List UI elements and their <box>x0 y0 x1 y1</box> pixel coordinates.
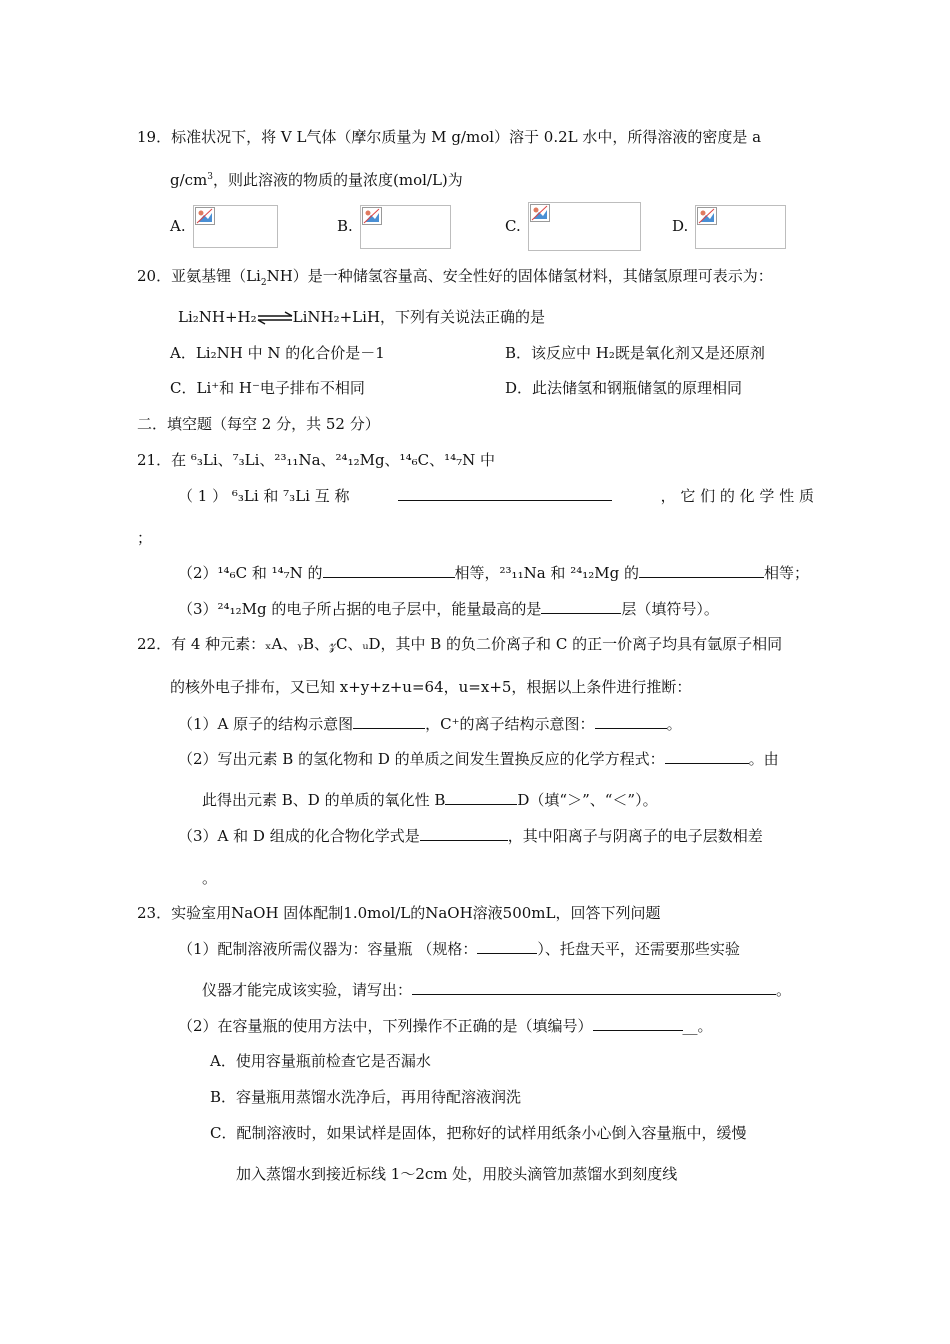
q22-p3-end: 。 <box>202 869 218 887</box>
q22-p2-cont-tail: D（填“＞”、“＜”）。 <box>517 791 658 809</box>
q22-line1: 22．有 4 种元素：ₓA、ᵧB、𝓏C、ᵤD，其中 B 的负二价离子和 C 的正一价离子均具有氩原子相同 <box>137 635 783 653</box>
q23-p1-cont-tail: 。 <box>776 981 792 999</box>
q23-p1-text: （1）配制溶液所需仪器为：容量瓶 （规格： <box>178 940 478 958</box>
q19-option-a-formula-image <box>193 205 278 248</box>
q21-p1-text: （ 1 ） ⁶₃Li 和 ⁷₃Li 互 称 <box>178 487 350 505</box>
q23-p2-text: （2）在容量瓶的使用方法中，下列操作不正确的是（填编号） <box>178 1017 593 1035</box>
q22-part2 <box>178 749 779 769</box>
q21-p2-tail: 相等； <box>763 564 809 582</box>
q22-p1-blank-2 <box>595 714 667 729</box>
broken-image-icon <box>530 204 550 222</box>
q23-p2-tail: __。 <box>682 1017 713 1035</box>
broken-image-icon <box>362 207 382 225</box>
q19-option-b-formula-image <box>360 205 451 249</box>
q23-part2 <box>178 1016 713 1036</box>
q21-p2-blank-2 <box>639 563 764 578</box>
q21-part3 <box>178 599 719 619</box>
q21-head: 21．在 ⁶₃Li、⁷₃Li、²³₁₁Na、²⁴₁₂Mg、¹⁴₆C、¹⁴₇N 中 <box>137 451 496 469</box>
q23-option-a: A．使用容量瓶前检查它是否漏水 <box>210 1052 431 1070</box>
q23-line1: 23．实验室用NaOH 固体配制1.0mol/L的NaOH溶液500mL，回答下列问题 <box>137 904 661 922</box>
q22-p3-text: （3）A 和 D 组成的化合物化学式是 <box>178 827 420 845</box>
q22-p3-tail: ，其中阳离子与阴离子的电子层数相差 <box>507 827 763 845</box>
q23-part1 <box>178 939 740 959</box>
q23-p2-blank <box>593 1016 683 1031</box>
q22-part1 <box>178 714 682 734</box>
q19-line1: 19．标准状况下，将 V L气体（摩尔质量为 M g/mol）溶于 0.2L 水中，所得溶液的密度是 a <box>137 128 762 146</box>
q20-line1 <box>137 266 773 286</box>
q19-option-c-formula-image <box>528 202 641 251</box>
q20-option-d: D．此法储氢和钢瓶储氢的原理相同 <box>505 379 743 397</box>
q22-p2-blank-1 <box>665 749 749 764</box>
section-2-heading: 二．填空题（每空 2 分，共 52 分） <box>137 415 380 433</box>
q23-option-c-line2: 加入蒸馏水到接近标线 1～2cm 处，用胶头滴管加蒸馏水到刻度线 <box>236 1165 678 1183</box>
broken-image-icon <box>195 207 215 225</box>
q21-p3-tail: 层（填符号）。 <box>621 600 719 618</box>
q22-p3-blank <box>420 826 508 841</box>
q19-line2-text: g/cm <box>170 171 208 189</box>
q19-option-d-label: D. <box>672 217 689 235</box>
q20-eq-right: LiNH₂+LiH，下列有关说法正确的是 <box>292 308 546 326</box>
q23-option-b: B．容量瓶用蒸馏水洗净后，再用待配溶液润洗 <box>210 1088 522 1106</box>
equilibrium-arrow-icon <box>257 311 293 325</box>
q21-p1-tail: ， 它 们 的 化 学 性 质 <box>660 487 814 505</box>
q19-line2 <box>170 170 463 190</box>
q23-part1-cont <box>202 980 791 1000</box>
q21-part1 <box>178 486 814 506</box>
q23-option-c-line1: C．配制溶液时，如果试样是固体，把称好的试样用纸条小心倒入容量瓶中，缓慢 <box>210 1124 747 1142</box>
q22-p1-text: （1）A 原子的结构示意图 <box>178 715 354 733</box>
q20-option-a: A．Li₂NH 中 N 的化合价是－1 <box>170 344 385 362</box>
q21-p3-blank <box>541 599 621 614</box>
q20-option-c: C．Li⁺和 H⁻电子排布不相同 <box>170 379 365 397</box>
q21-part2 <box>178 563 809 583</box>
q23-p1-blank-2 <box>412 980 776 995</box>
q20-equation <box>178 307 545 327</box>
q22-p2-text: （2）写出元素 B 的氢化物和 D 的单质之间发生置换反应的化学方程式： <box>178 750 665 768</box>
q23-p1-blank-1 <box>477 939 537 954</box>
q23-p1-cont-text: 仪器才能完成该实验，请写出： <box>202 981 413 999</box>
q20-line1-sub: 2 <box>260 278 267 288</box>
q22-p2-blank-2 <box>445 790 517 805</box>
q20-line1-text: 20．亚氨基锂（Li <box>137 267 261 285</box>
q23-p1-mid: ）、托盘天平，还需要那些实验 <box>537 940 740 958</box>
q19-option-b-label: B. <box>337 217 353 235</box>
q22-p2-cont-text: 此得出元素 B、D 的单质的氧化性 B <box>202 791 446 809</box>
q19-line2-tail: ，则此溶液的物质的量浓度(mol/L)为 <box>213 171 463 189</box>
q21-p2-text: （2）¹⁴₆C 和 ¹⁴₇N 的 <box>178 564 323 582</box>
q21-p1-blank <box>398 486 612 501</box>
q19-option-a-label: A. <box>170 217 186 235</box>
q21-p2-blank-1 <box>323 563 455 578</box>
q22-p1-tail: 。 <box>666 715 682 733</box>
q19-option-d-formula-image <box>695 205 786 249</box>
q22-p1-mid: ，C⁺的离子结构示意图： <box>425 715 595 733</box>
q22-p1-blank-1 <box>353 714 425 729</box>
q22-line2: 的核外电子排布，又已知 x+y+z+u=64，u=x+5，根据以上条件进行推断： <box>170 678 692 696</box>
q20-eq-left: Li₂NH+H₂ <box>178 308 257 326</box>
q19-line2-sup: 3 <box>207 172 214 182</box>
q21-p1-end: ； <box>137 529 153 547</box>
broken-image-icon <box>697 207 717 225</box>
q20-option-b: B．该反应中 H₂既是氧化剂又是还原剂 <box>505 344 765 362</box>
q21-p2-mid: 相等，²³₁₁Na 和 ²⁴₁₂Mg 的 <box>454 564 639 582</box>
q22-p2-tail: 。由 <box>748 750 779 768</box>
q20-line1-tail: NH）是一种储氢容量高、安全性好的固体储氢材料，其储氢原理可表示为： <box>266 267 773 285</box>
q22-part3 <box>178 826 763 846</box>
q21-p3-text: （3）²⁴₁₂Mg 的电子所占据的电子层中，能量最高的是 <box>178 600 542 618</box>
q22-part2-cont <box>202 790 658 810</box>
q19-option-c-label: C. <box>505 217 521 235</box>
